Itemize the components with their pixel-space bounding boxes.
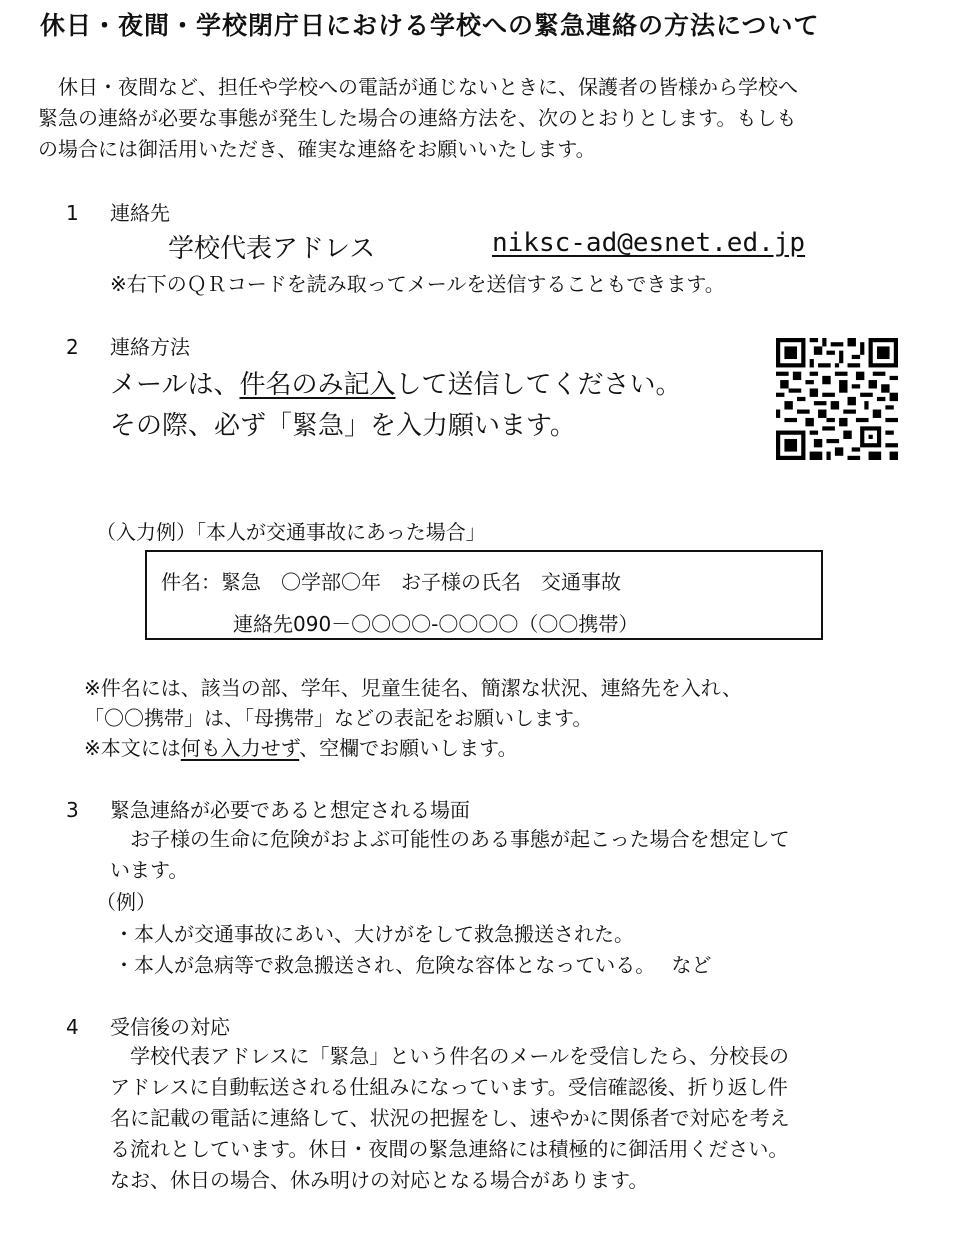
example-contact-line: 連絡先090－〇〇〇〇-〇〇〇〇（〇〇携帯） xyxy=(233,612,639,636)
method-line-1-post: して送信してください。 xyxy=(395,370,682,400)
section3-example-item: ・本人が交通事故にあい、大けがをして救急搬送された。 xyxy=(114,922,634,946)
section4-body-line: 学校代表アドレスに「緊急」という件名のメールを受信したら、分校長の xyxy=(110,1044,789,1068)
page-title: 休日・夜間・学校閉庁日における学校への緊急連絡の方法について xyxy=(40,11,820,40)
section4-body-line: 名に記載の電話に連絡して、状況の把握をし、速やかに関係者で対応を考え xyxy=(110,1106,790,1130)
section3-title: 緊急連絡が必要であると想定される場面 xyxy=(110,798,470,822)
note-body-empty xyxy=(84,732,518,761)
section3-body xyxy=(110,824,790,886)
section2-title: 連絡方法 xyxy=(110,335,190,359)
note-body-post: 、空欄でお願いします。 xyxy=(299,736,518,760)
section3-body-line: います。 xyxy=(110,858,189,882)
section3-body-line: お子様の生命に危険がおよぶ可能性のある事態が起こった場合を想定して xyxy=(110,827,790,851)
section4-heading xyxy=(66,1011,230,1040)
section2-number: 2 xyxy=(66,335,79,359)
section4-title: 受信後の対応 xyxy=(110,1015,230,1039)
section4-body-line: る流れとしています。休日・夜間の緊急連絡には積極的に御活用ください。 xyxy=(110,1137,789,1161)
section4-body xyxy=(110,1041,790,1196)
school-address-label: 学校代表アドレス xyxy=(168,234,376,264)
section3-example-item: ・本人が急病等で救急搬送され、危険な容体となっている。 など xyxy=(114,953,712,977)
example-subject-line: 件名：緊急 〇学部〇年 お子様の氏名 交通事故 xyxy=(161,570,621,594)
note-subject-contents: ※件名には、該当の部、学年、児童生徒名、簡潔な状況、連絡先を入れ、 xyxy=(84,676,742,700)
section3-example-label: （例） xyxy=(96,890,156,914)
section3-number: 3 xyxy=(66,798,79,822)
section1-title: 連絡先 xyxy=(110,201,170,225)
note-body-pre: ※本文には xyxy=(84,736,181,760)
section4-body-line: なお、休日の場合、休み明けの対応となる場合があります。 xyxy=(110,1168,649,1192)
section1-number: 1 xyxy=(66,201,79,225)
section1-heading xyxy=(66,197,170,226)
example-caption: （入力例）「本人が交通事故にあった場合」 xyxy=(96,520,486,544)
note-body-underline: 何も入力せず xyxy=(180,736,300,760)
intro-line: 緊急の連絡が必要な事態が発生した場合の連絡方法を、次のとおりとします。もしも xyxy=(38,106,797,130)
note-phone-notation: 「〇〇携帯」は、「母携帯」などの表記をお願いします。 xyxy=(84,706,593,730)
section2-heading xyxy=(66,331,190,360)
qr-code-icon[interactable] xyxy=(776,338,898,460)
method-line-1 xyxy=(110,364,682,401)
intro-line: の場合には御活用いただき、確実な連絡をお願いいたします。 xyxy=(38,137,596,161)
example-subject-box xyxy=(145,550,823,640)
intro-line: 休日・夜間など、担任や学校への電話が通じないときに、保護者の皆様から学校へ xyxy=(38,75,798,99)
school-email-link[interactable]: niksc-ad@esnet.ed.jp xyxy=(492,228,806,258)
section4-number: 4 xyxy=(66,1015,79,1039)
intro-paragraph xyxy=(38,72,948,165)
method-line-2: その際、必ず「緊急」を入力願います。 xyxy=(110,411,576,441)
method-line-1-underline: 件名のみ記入 xyxy=(239,370,396,400)
section4-body-line: アドレスに自動転送される仕組みになっています。受信確認後、折り返し件 xyxy=(110,1075,788,1099)
method-line-1-pre: メールは、 xyxy=(110,370,240,400)
section3-heading xyxy=(66,794,470,823)
qr-note: ※右下のＱＲコードを読み取ってメールを送信することもできます。 xyxy=(110,272,725,296)
